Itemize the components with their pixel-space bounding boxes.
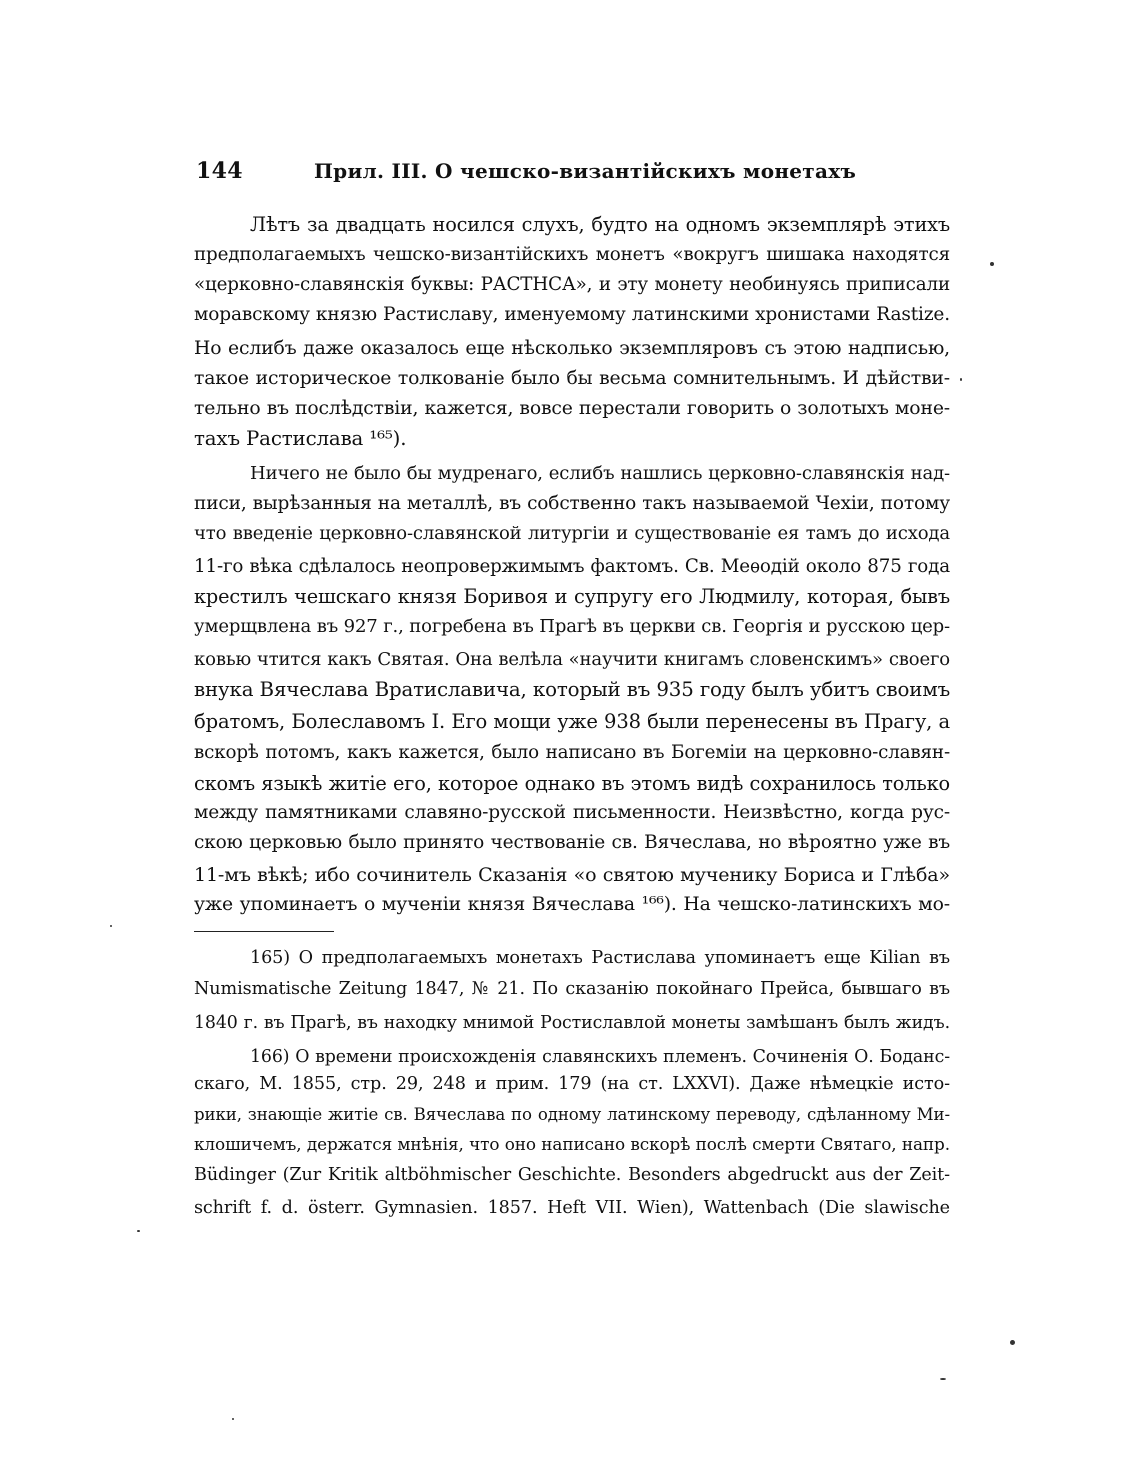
text-line: предполагаемыхъ чешско-византійскихъ монетъ «вокругъ шишака находятся [194, 244, 950, 265]
text-line: моравскому князю Растиславу, именуемому латинскими хронистами Rastize. [194, 304, 950, 325]
text-line: Но еслибъ даже оказалось еще нѣсколько экземпляровъ съ этою надписью, [194, 338, 950, 359]
text-line: умерщвлена въ 927 г., погребена въ Прагѣ въ церкви св. Георгія и русскою цер- [194, 616, 950, 637]
text-line: Ничего не было бы мудренаго, еслибъ нашлись церковно-славянскія над- [250, 463, 950, 484]
text-line: что введеніе церковно-славянской литургіи и существованіе ея тамъ до исхода [194, 523, 950, 544]
scan-speck [137, 1230, 140, 1232]
footnote-line: клошичемъ, держатся мнѣнія, что оно написано вскорѣ послѣ смерти Святаго, напр. [194, 1134, 950, 1154]
text-line: ковью чтится какъ Святая. Она велѣла «научити книгамъ словенскимъ» своего [194, 649, 950, 670]
scan-speck [1010, 1340, 1015, 1345]
text-line: крестилъ чешскаго князя Боривоя и супругу его Людмилу, которая, бывъ [194, 585, 950, 608]
footnote-line: 1840 г. въ Прагѣ, въ находку мнимой Ростиславлой монеты замѣшанъ былъ жидъ. [194, 1013, 950, 1033]
scan-speck [110, 925, 112, 927]
scan-speck [940, 1378, 946, 1380]
scan-speck [960, 378, 962, 381]
running-header [196, 158, 956, 188]
text-line: скою церковью было принято чествованіе св. Вячеслава, но вѣроятно уже въ [194, 832, 950, 853]
text-line: уже упоминаетъ о мученіи князя Вячеслава ¹⁶⁶). На чешско-латинскихъ мо- [194, 894, 950, 915]
text-line: 11-мъ вѣкѣ; ибо сочинитель Сказанія «о святою мученику Бориса и Глѣба» [194, 864, 950, 886]
page-number: 144 [196, 158, 243, 184]
text-line: братомъ, Болеславомъ I. Его мощи уже 938 были перенесены въ Прагу, а [194, 710, 950, 733]
text-line: между памятниками славяно-русской письменности. Неизвѣстно, когда рус- [194, 802, 950, 823]
footnote-line: Büdinger (Zur Kritik altböhmischer Geschichte. Besonders abgedruckt aus der Zeit- [194, 1165, 950, 1185]
text-line: внука Вячеслава Вратиславича, который въ 935 году былъ убитъ своимъ [194, 678, 950, 701]
footnote-line: schrift f. d. österr. Gymnasien. 1857. Heft VII. Wien), Wattenbach (Die slawische [194, 1198, 950, 1218]
text-line: 11-го вѣка сдѣлалось неопровержимымъ фактомъ. Св. Меѳодій около 875 года [194, 556, 950, 577]
text-line: вскорѣ потомъ, какъ кажется, было написано въ Богеміи на церковно-славян- [194, 742, 950, 763]
footnote-line: рики, знающіе житіе св. Вячеслава по одному латинскому переводу, сдѣланному Ми- [194, 1105, 950, 1124]
running-title: Прил. III. О чешско-византійскихъ монетахъ [314, 159, 857, 183]
text-line: тельно въ послѣдствіи, кажется, вовсе перестали говорить о золотыхъ моне- [194, 398, 950, 419]
text-line: тахъ Растислава ¹⁶⁵). [194, 427, 407, 450]
footnote-line: 166) О времени происхожденія славянскихъ племенъ. Сочиненія О. Боданс- [250, 1047, 950, 1067]
text-line: писи, вырѣзанныя на металлѣ, въ собственно такъ называемой Чехіи, потому [194, 493, 950, 514]
footnote-line: скаго, М. 1855, стр. 29, 248 и прим. 179 (на ст. LXXVI). Даже нѣмецкіе исто- [194, 1074, 950, 1094]
footnote-rule [194, 931, 334, 932]
text-line: «церковно-славянскія буквы: РАСТНСА», и эту монету необинуясь приписали [194, 274, 950, 295]
text-line: такое историческое толкованіе было бы весьма сомнительнымъ. И дѣйстви- [194, 368, 950, 389]
text-line: Лѣтъ за двадцать носился слухъ, будто на одномъ экземплярѣ этихъ [250, 213, 950, 236]
footnote-line: Numismatische Zeitung 1847, № 21. По сказанію покойнаго Прейса, бывшаго въ [194, 979, 950, 999]
scan-speck [990, 262, 994, 266]
footnote-line: 165) О предполагаемыхъ монетахъ Растислава упоминаетъ еще Kilian въ [250, 948, 950, 968]
scan-speck [232, 1418, 234, 1420]
text-line: скомъ языкѣ житіе его, которое однако въ этомъ видѣ сохранилось только [194, 772, 950, 795]
